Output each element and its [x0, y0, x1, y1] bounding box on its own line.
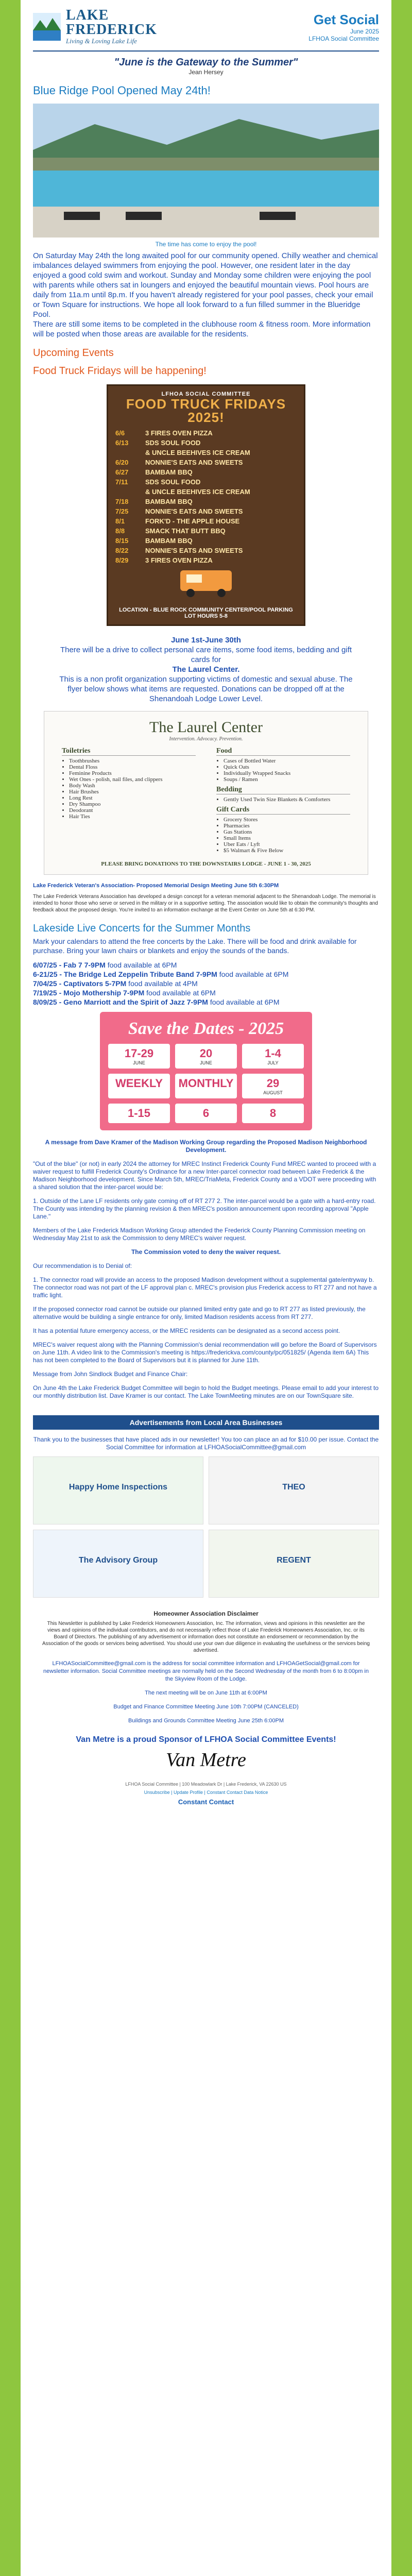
ads-grid: [33, 1456, 379, 1598]
save-date-cell: [175, 1044, 237, 1069]
save-date-cell: [175, 1074, 237, 1098]
footer-links[interactable]: Unsubscribe | Update Profile | Constant Contact Data Notice: [144, 1790, 268, 1795]
laurel-item: • Hair Brushes: [69, 789, 196, 795]
next-meeting: The next meeting will be on June 11th at 6:00PM: [145, 1690, 267, 1696]
contact-info: LFHOASocialCommittee@gmail.com is the address for social committee information and LFHOAGetSocial@gmail.com for newsletter information. Social Committee meetings are normally held on the Second Wednesday of the month from 6 to 8:00pm in the Skyview Room of the Lodge.: [43, 1660, 369, 1682]
message-p2: 1. Outside of the Lane LF residents only gate coming off of RT 277 2. The inter-parcel would be a gate with a hard-entry road. The County was intending by the planning revision & then MREC's position announcement upon recording approval "Apple Lane.": [33, 1197, 376, 1220]
buildings-meeting: Buildings and Grounds Committee Meeting June 25th 6:00PM: [128, 1718, 284, 1724]
food-truck-name: BAMBAM BBQ: [145, 498, 193, 505]
food-truck-row: [113, 536, 299, 546]
laurel-item: • Grocery Stores: [224, 817, 350, 823]
laurel-drop: PLEASE BRING DONATIONS TO THE DOWNSTAIRS LODGE - JUNE 1 - 30, 2025: [101, 861, 311, 867]
laurel-item: • Body Wash: [69, 783, 196, 789]
food-truck-date: 8/8: [115, 527, 125, 535]
food-truck-name: BAMBAM BBQ: [145, 468, 193, 476]
laurel-item: • Dry Shampoo: [69, 801, 196, 807]
pool-caption: The time has come to enjoy the pool!: [155, 241, 257, 248]
drive-org: The Laurel Center.: [172, 665, 240, 674]
save-date-day: 17-29: [124, 1047, 154, 1060]
concert-food: food available at 6PM: [105, 961, 177, 969]
concert-title: 7/04/25 - Captivators 5-7PM: [33, 979, 127, 988]
lake-logo-icon: [33, 13, 61, 41]
quote-text: "June is the Gateway to the Summer": [114, 57, 298, 68]
concert-title: 7/19/25 - Mojo Mothership 7-9PM: [33, 989, 145, 997]
food-truck-row: [113, 438, 299, 448]
save-date-cell: [242, 1104, 304, 1123]
food-truck-schedule: [113, 428, 299, 565]
ad-name: Happy Home Inspections: [68, 1483, 168, 1492]
food-truck-name: NONNIE'S EATS AND SWEETS: [145, 459, 243, 466]
save-date-cell: [175, 1104, 237, 1123]
message-p3: Members of the Lake Frederick Madison Working Group attended the Frederick County Planning Commission meeting on Wednesday May 21st to ask the Commission to deny MREC's waiver request.: [33, 1227, 366, 1242]
food-truck-date: 8/22: [115, 547, 129, 554]
madison-message: [21, 1136, 391, 1409]
ad-name: REGENT: [277, 1556, 311, 1565]
newsletter-committee: LFHOA Social Committee: [308, 35, 379, 42]
food-truck-row: [113, 516, 299, 526]
laurel-item: • Pharmacies: [224, 823, 350, 829]
pool-photo-image: [33, 104, 379, 238]
disclaimer-title: Homeowner Association Disclaimer: [153, 1610, 259, 1617]
food-truck-location: LOCATION - BLUE ROCK COMMUNITY CENTER/POOL PARKING LOT HOURS 5-8: [119, 607, 293, 619]
ad-name: The Advisory Group: [78, 1556, 158, 1565]
save-date-label: JULY: [267, 1060, 279, 1065]
message-p11: On June 4th the Lake Frederick Budget Committee will begin to hold the Budget meetings. Please email to add your interest to our monthly distribution list. Dave Kramer is our contact. The Lake TownMeeting minutes are on our TownSquare site.: [33, 1384, 379, 1399]
concerts-title: Lakeside Live Concerts for the Summer Months: [33, 923, 251, 934]
ad-name: THEO: [282, 1483, 305, 1492]
save-date-cell: [108, 1044, 170, 1069]
laurel-sub: Intervention. Advocacy. Prevention.: [169, 736, 243, 742]
save-date-day: 1-15: [127, 1107, 151, 1120]
laurel-item: • Soups / Ramen: [224, 776, 350, 783]
laurel-item: • Cases of Bottled Water: [224, 758, 350, 764]
save-date-day: 6: [202, 1107, 210, 1120]
laurel-name: The Laurel Center: [149, 719, 263, 736]
food-truck-name: SDS SOUL FOOD: [145, 478, 201, 486]
laurel-col3-list: [224, 796, 350, 803]
laurel-col1-list: [69, 758, 196, 820]
save-date-day: WEEKLY: [115, 1077, 163, 1090]
message-head: A message from Dave Kramer of the Madison Working Group regarding the Proposed Madison Neighborhood Development.: [45, 1139, 367, 1154]
concert-item: [33, 960, 379, 970]
message-p9: MREC's waiver request along with the Planning Commission's denial recommendation will go before the Board of Supervisors on June 11th. A video link to the Commission's meeting is https://frederickva.com/county/pc/051825/ (Agenda item 6A) This has not been completed to the Board of Supervisors but it is planned for June 11th.: [33, 1341, 377, 1364]
save-grid: [108, 1044, 304, 1123]
proposal-body: The Lake Frederick Veterans Association has developed a design concept for a veteran memorial adjacent to the Shenandoah Lodge. The memorial is intended to honor those who serve or served in the military or in a supportive setting. The association would like to obtain the community's thoughts and feedback about the proposed design. You're invited to an information exchange at the Event Center on June 5th at 6:30 PM.: [33, 894, 378, 913]
message-p5: Our recommendation is to Denial of:: [33, 1262, 132, 1269]
brand-logo: [33, 8, 157, 45]
laurel-item: • Quick Oats: [224, 764, 350, 770]
food-truck-date: 6/6: [115, 429, 125, 437]
concert-food: food available at 6PM: [208, 998, 280, 1006]
laurel-col4-list: [224, 817, 350, 854]
food-truck-date: 6/20: [115, 459, 129, 466]
sponsor-line: Van Metre is a proud Sponsor of LFHOA Social Committee Events!: [76, 1735, 336, 1744]
pool-title: Blue Ridge Pool Opened May 24th!: [33, 84, 211, 97]
drive-dates: June 1st-June 30th: [171, 636, 241, 645]
pool-photo: [33, 104, 379, 238]
save-date-label: JUNE: [200, 1060, 212, 1065]
food-truck-name: BAMBAM BBQ: [145, 537, 193, 545]
concert-food: food available at 6PM: [144, 989, 216, 997]
message-p7: If the proposed connector road cannot be outside our planned limited entry gate and go to RT 277 as listed previously, the alternative would be building a single entrance for only, limited Madison residents access from RT 277.: [33, 1306, 366, 1320]
food-truck-row: [113, 467, 299, 477]
concert-item: [33, 970, 379, 979]
food-truck-date: 6/13: [115, 439, 129, 447]
save-date-day: 29: [266, 1077, 280, 1090]
food-truck-name: SDS SOUL FOOD: [145, 439, 201, 447]
ad-card[interactable]: [33, 1456, 203, 1524]
ads-intro: Thank you to the businesses that have placed ads in our newsletter! You too can place an ad for $10.00 per issue. Contact the Social Committee for information at LFHOASocialCommittee@gmail.com: [33, 1436, 379, 1451]
food-truck-row: [113, 448, 299, 457]
concert-food: food available at 6PM: [217, 970, 289, 978]
laurel-item: • Gas Stations: [224, 829, 350, 835]
save-date-day: 8: [269, 1107, 277, 1120]
food-truck-row: [113, 487, 299, 497]
concert-title: 8/09/25 - Geno Marriott and the Spirit of Jazz 7-9PM: [33, 998, 208, 1006]
food-truck-name: FORK'D - THE APPLE HOUSE: [145, 517, 240, 525]
food-truck-name: SMACK THAT BUTT BBQ: [145, 527, 226, 535]
message-p1: "Out of the blue" (or not) in early 2024 the attorney for MREC Instinct Frederick County Fund MREC wanted to proceed with a waiver request to fulfill Frederick County's Ordinance for a new Inter-parcel connector road between Lake Frederick & the Madison Neighborhood development. Since March 5th, MREC/TriaMeta, Frederick County and a VDOT were proceeding with a shared solution that the inter-parcel would be:: [33, 1160, 376, 1191]
food-truck-date: [113, 487, 143, 497]
food-truck-row: [113, 457, 299, 467]
brand-tagline: Living & Loving Lake Life: [66, 37, 137, 45]
laurel-col2-list: [224, 758, 350, 783]
concert-item: [33, 979, 379, 988]
food-truck-date: 6/27: [115, 468, 129, 476]
laurel-item: • Long Rest: [69, 795, 196, 801]
header: [21, 0, 391, 50]
food-truck-title: Food Truck Fridays will be happening!: [33, 365, 207, 377]
laurel-flyer: [44, 711, 368, 875]
quote-block: [33, 50, 379, 78]
food-truck-row: [113, 497, 299, 506]
drive-line1: There will be a drive to collect personal care items, some food items, bedding and gift cards for: [60, 646, 352, 664]
food-truck-name: 3 FIRES OVEN PIZZA: [145, 429, 213, 437]
concert-item: [33, 997, 379, 1007]
ad-card[interactable]: [33, 1530, 203, 1598]
van-metre-logo: Van Metre: [166, 1749, 246, 1771]
food-truck-row: [113, 428, 299, 438]
food-truck-date: [113, 448, 143, 457]
poster-title: FOOD TRUCK FRIDAYS 2025!: [126, 396, 286, 425]
save-date-label: JUNE: [133, 1060, 145, 1065]
save-date-cell: [242, 1074, 304, 1098]
poster-top: LFHOA SOCIAL COMMITTEE: [161, 391, 251, 397]
brand-line2: FREDERICK: [66, 22, 158, 38]
food-truck-row: [113, 506, 299, 516]
events-title: Upcoming Events: [33, 347, 114, 359]
drive-line2: This is a non profit organization supporting victims of domestic and sexual abuse. The flyer below shows what items are requested. Donations can be dropped off at the Shenandoah Lodge Lower Level.: [59, 675, 353, 703]
save-date-day: 20: [199, 1047, 213, 1060]
food-truck-date: 8/15: [115, 537, 129, 545]
food-truck-row: [113, 477, 299, 487]
food-truck-name: & UNCLE BEEHIVES ICE CREAM: [145, 488, 250, 496]
save-the-dates: [100, 1012, 312, 1130]
concert-title: 6-21/25 - The Bridge Led Zeppelin Tribute Band 7-9PM: [33, 970, 217, 978]
message-p4: The Commission voted to deny the waiver request.: [131, 1248, 281, 1256]
food-truck-date: 7/25: [115, 507, 129, 515]
laurel-item: • Uber Eats / Lyft: [224, 841, 350, 848]
save-title: Save the Dates - 2025: [128, 1019, 284, 1038]
laurel-item: • Toothbrushes: [69, 758, 196, 764]
laurel-item: • Hair Ties: [69, 814, 196, 820]
laurel-item: • Wet Ones - polish, nail files, and clippers: [69, 776, 196, 783]
food-truck-name: 3 FIRES OVEN PIZZA: [145, 556, 213, 564]
newsletter-title: Get Social: [313, 11, 379, 27]
laurel-col2-title: Food: [216, 747, 350, 756]
save-date-day: MONTHLY: [178, 1077, 234, 1090]
food-truck-date: 7/11: [115, 478, 128, 486]
food-truck-date: 7/18: [115, 498, 129, 505]
food-truck-row: [113, 555, 299, 565]
food-truck-row: [113, 546, 299, 555]
concert-title: 6/07/25 - Fab 7 7-9PM: [33, 961, 106, 969]
laurel-item: • Dental Floss: [69, 764, 196, 770]
food-truck-icon: [113, 565, 299, 601]
quote-author: Jean Hersey: [188, 69, 224, 76]
save-date-cell: [242, 1044, 304, 1069]
disclaimer-body: This Newsletter is published by Lake Frederick Homeowners Association, Inc. The information, views and opinions in this newsletter are the views and opinions of the individual contributors, and do not necessarily reflect those of Lake Frederick Homeowners Association, Inc. or its Board of Directors. The publishing of any advertisement or information does not constitute an endorsement or recommendation by the Association of the goods or services being advertised. You should use your own due diligence in evaluating the usefulness or the services being advertised.: [42, 1621, 370, 1653]
newsletter-date: June 2025: [350, 27, 379, 35]
food-truck-date: 8/1: [115, 517, 125, 525]
pool-body: On Saturday May 24th the long awaited pool for our community opened. Chilly weather and chemical imbalances delayed swimmers from enjoying the pool. However, one resident later in the day enjoyed a good cold swim and workout. Sunday and Monday some children were enjoying the pool with parents while others sat in loungers and enjoyed the beautiful mountain views. Pool hours are daily from 11a.m until 8p.m. If you haven't already registered for your pool passes, check your email or Town Square for instructions. We hope all look forward to a fun filled summer in the Blueridge Pool.: [33, 251, 378, 319]
food-truck-name: NONNIE'S EATS AND SWEETS: [145, 507, 243, 515]
laurel-col1-title: Toiletries: [62, 747, 196, 756]
concert-list: [21, 960, 391, 1007]
message-p6: 1. The connector road will provide an access to the proposed Madison development without a supplemental gate/entryway b. The connector road was not part of the LF approval plan c. MREC's provision plus Frederick access to RT 277 and not have a traffic light.: [33, 1276, 377, 1299]
save-date-label: AUGUST: [263, 1090, 283, 1095]
ad-card[interactable]: [209, 1456, 379, 1524]
footer-address: LFHOA Social Committee | 100 Meadowlark Dr | Lake Frederick, VA 22630 US: [125, 1782, 287, 1787]
laurel-item: • Individually Wrapped Snacks: [224, 770, 350, 776]
constant-contact-logo[interactable]: Constant Contact: [178, 1798, 234, 1806]
laurel-item: • Deodorant: [69, 807, 196, 814]
food-truck-row: [113, 526, 299, 536]
ad-card[interactable]: [209, 1530, 379, 1598]
food-truck-name: NONNIE'S EATS AND SWEETS: [145, 547, 243, 554]
food-truck-name: & UNCLE BEEHIVES ICE CREAM: [145, 449, 250, 456]
concert-item: [33, 988, 379, 997]
laurel-item: • Small Items: [224, 835, 350, 841]
pool-body-2: There are still some items to be completed in the clubhouse room & fitness room. More information will be posted when those areas are available for the residents.: [33, 320, 371, 338]
laurel-item: • Gently Used Twin Size Blankets & Comforters: [224, 796, 350, 803]
newsletter: [21, 0, 391, 2576]
laurel-col4-title: Gift Cards: [216, 806, 350, 815]
proposal-title: Lake Frederick Veteran's Association- Proposed Memorial Design Meeting June 5th 6:30PM: [33, 883, 279, 889]
brand-line1: LAKE: [66, 7, 109, 23]
save-date-day: 1-4: [265, 1047, 281, 1060]
save-date-cell: [108, 1074, 170, 1098]
laurel-item: • Feminine Products: [69, 770, 196, 776]
budget-meeting: Budget and Finance Committee Meeting June 10th 7:00PM (CANCELED): [113, 1704, 299, 1710]
ads-title: Advertisements from Local Area Businesses: [33, 1415, 379, 1430]
laurel-col3-title: Bedding: [216, 786, 350, 794]
concert-food: food available at 4PM: [126, 979, 198, 988]
message-p8: It has a potential future emergency access, or the MREC residents can be designated as a second access point.: [33, 1327, 340, 1334]
laurel-item: • $5 Walmart & Five Below: [224, 848, 350, 854]
message-p10: Message from John Sindlock Budget and Finance Chair:: [33, 1370, 188, 1378]
save-date-cell: [108, 1104, 170, 1123]
concerts-body: Mark your calendars to attend the free concerts by the Lake. There will be food and drink available for purchase. Bring your lawn chairs or blankets and enjoy the sounds of the bands.: [33, 937, 357, 955]
food-truck-date: 8/29: [115, 556, 129, 564]
food-truck-poster: [107, 384, 305, 626]
